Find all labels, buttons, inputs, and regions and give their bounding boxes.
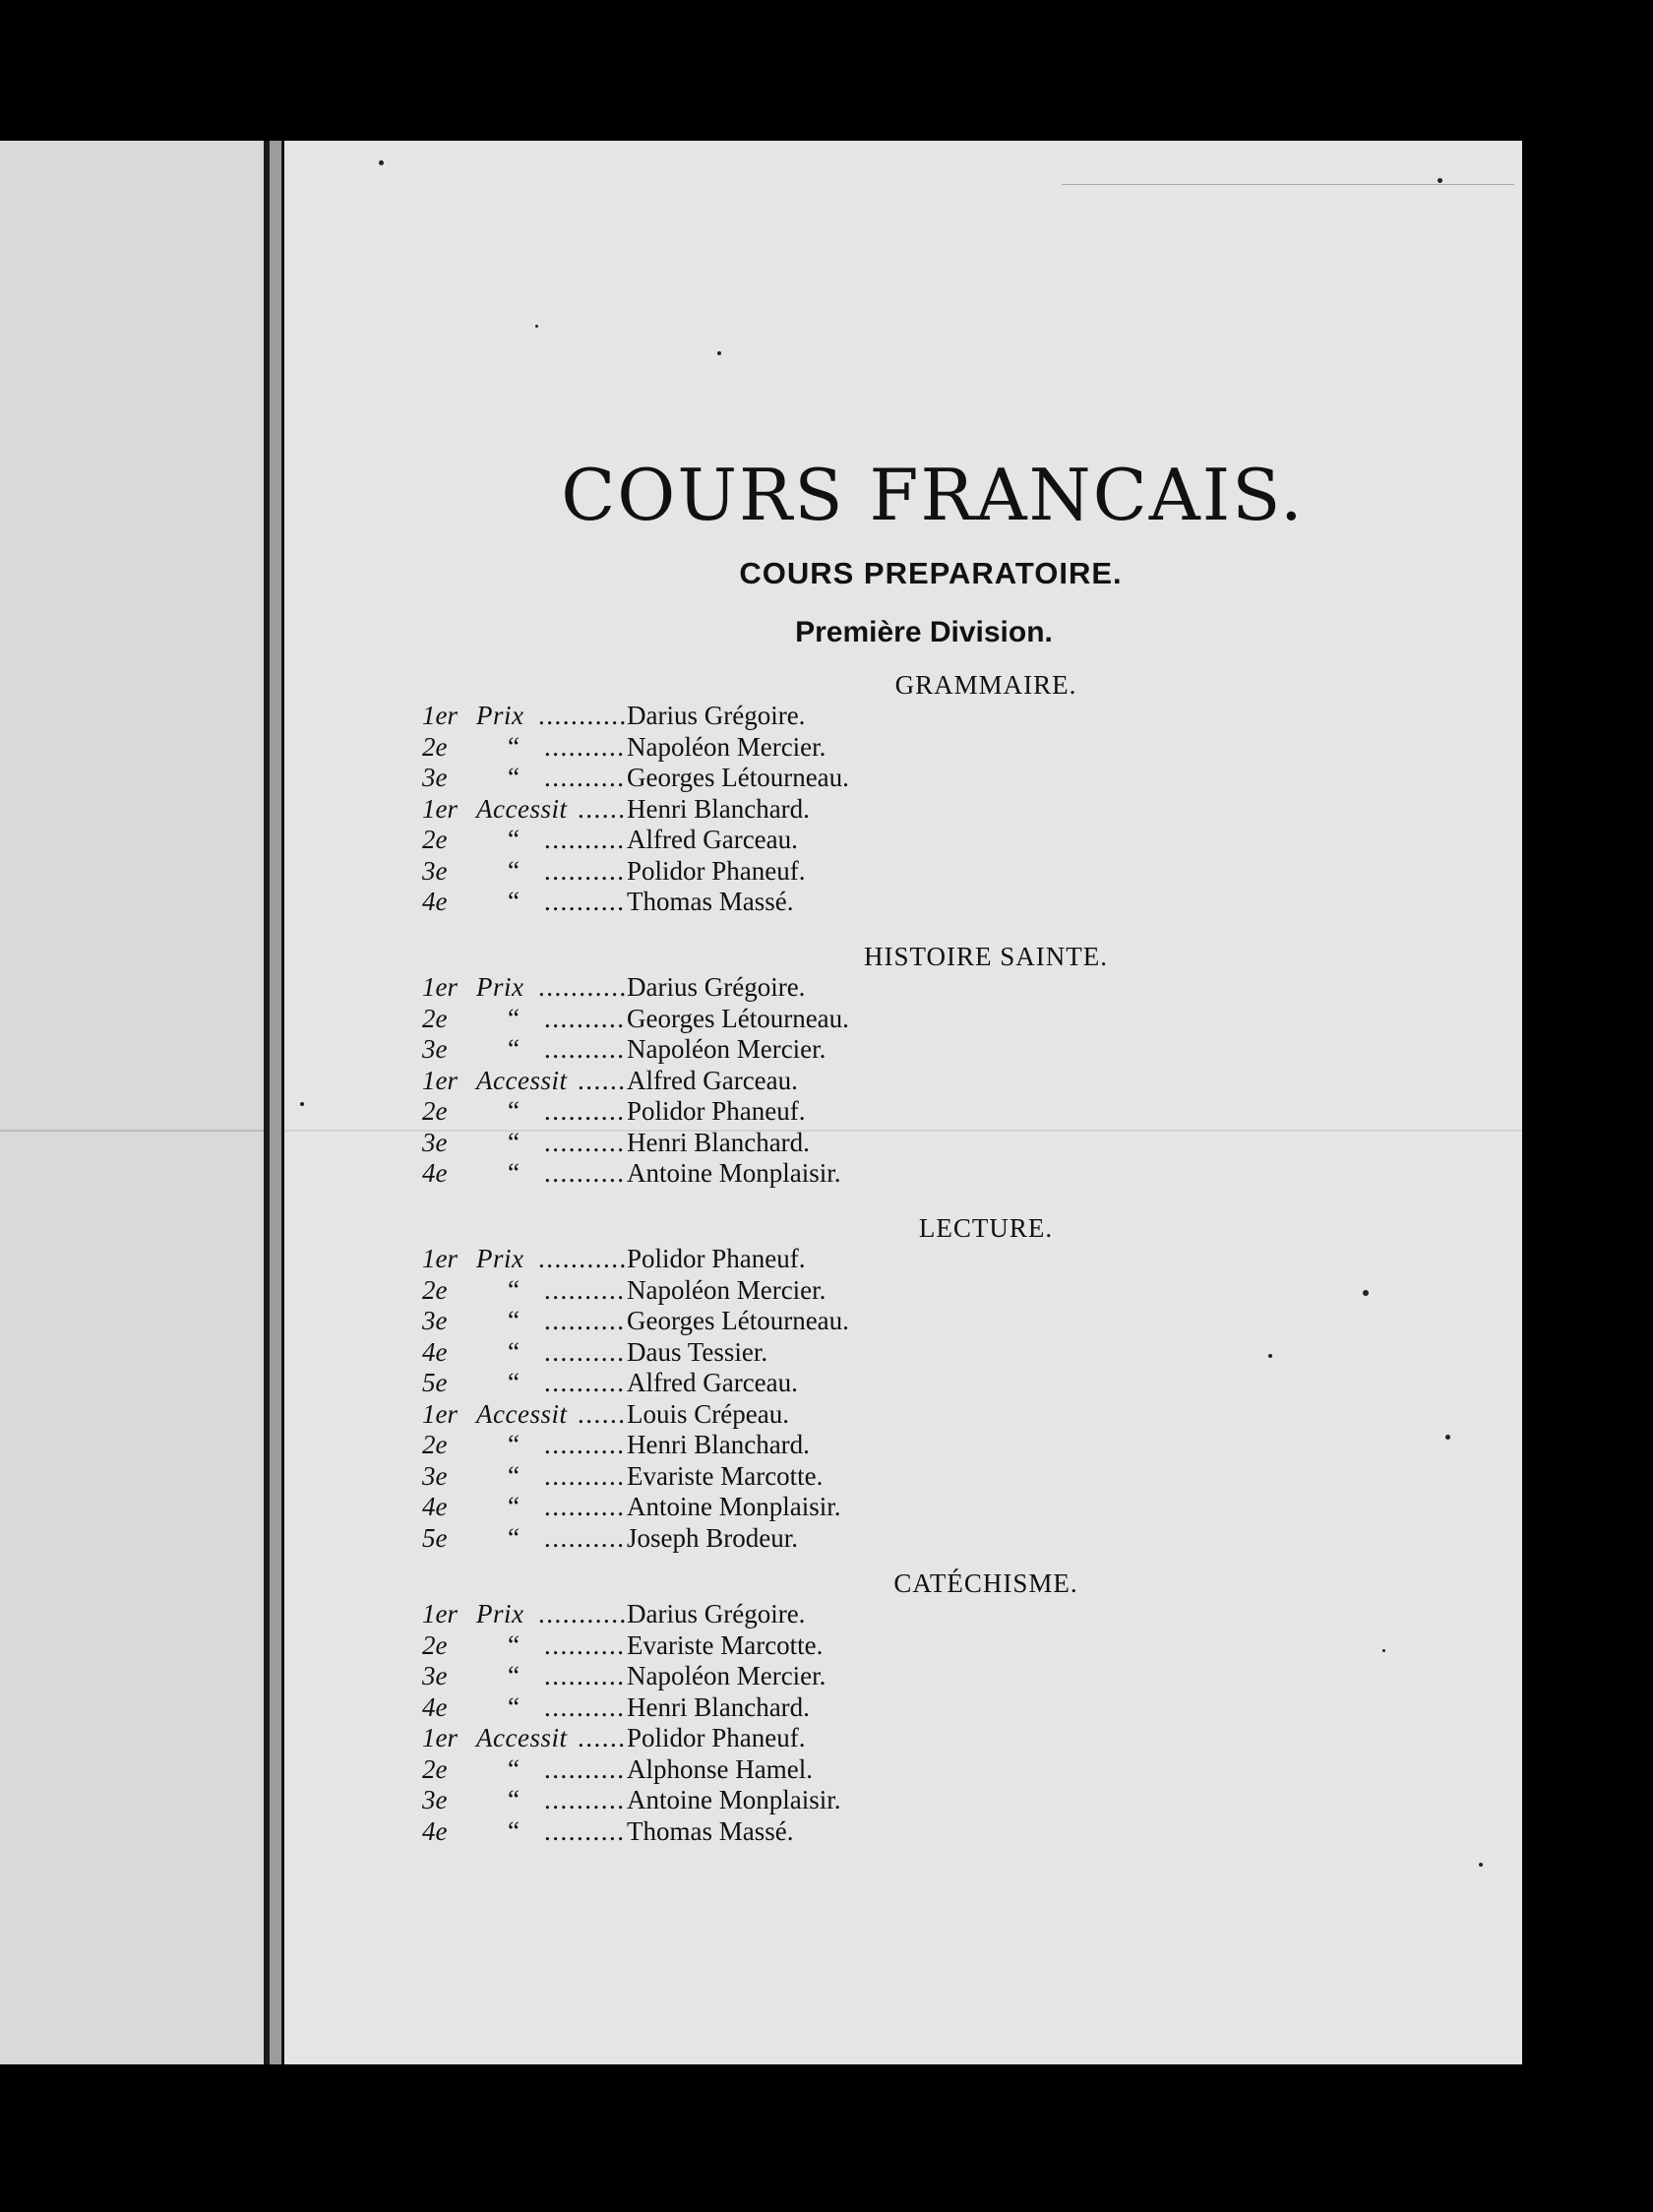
- student-name: Thomas Massé.: [627, 887, 794, 916]
- page-content: [284, 141, 1522, 2064]
- student-name: Henri Blanchard.: [627, 793, 810, 824]
- course-subtitle: COURS PREPARATOIRE.: [739, 556, 1123, 590]
- dot-leader: [544, 1306, 627, 1337]
- award-entry: [284, 887, 1522, 918]
- award-entry: [284, 1430, 1522, 1461]
- award-section: [284, 669, 1522, 918]
- dot-leader: [538, 1599, 627, 1630]
- page-title: COURS FRANCAIS.: [561, 454, 1305, 536]
- award-type: Accessit: [476, 1398, 568, 1429]
- award-rank: 1er: [422, 1244, 458, 1273]
- award-entry: [284, 1337, 1522, 1369]
- student-name: Polidor Phaneuf.: [627, 1244, 806, 1273]
- dot-leader: [544, 825, 627, 856]
- award-entry: [284, 825, 1522, 856]
- dot-leader: [544, 1158, 627, 1190]
- section-title: HISTOIRE SAINTE.: [864, 942, 1108, 971]
- award-entry: [284, 1523, 1522, 1555]
- ditto-mark: “: [508, 855, 520, 886]
- paper-speck: [300, 1102, 304, 1106]
- award-rank: 2e: [422, 1753, 448, 1784]
- student-name: Joseph Brodeur.: [627, 1522, 798, 1553]
- award-rank: 3e: [422, 1306, 448, 1335]
- award-rank: 1er: [422, 1599, 458, 1628]
- section-title: GRAMMAIRE.: [894, 670, 1077, 700]
- award-entry: [284, 1461, 1522, 1493]
- dot-leader: [538, 701, 627, 732]
- award-rank: 4e: [422, 1815, 448, 1846]
- paper-speck: [1363, 1290, 1369, 1296]
- award-rank: 2e: [422, 825, 448, 854]
- award-rank: 2e: [422, 1629, 448, 1660]
- award-entry: [284, 1630, 1522, 1662]
- award-entry: [284, 1158, 1522, 1190]
- student-name: Alfred Garceau.: [627, 1368, 798, 1397]
- ditto-mark: “: [508, 1430, 520, 1459]
- division-heading: Première Division.: [795, 616, 1053, 648]
- student-name: Daus Tessier.: [627, 1336, 768, 1367]
- paper-speck: [379, 160, 384, 165]
- dot-leader: [544, 1275, 627, 1307]
- award-entry: [284, 1661, 1522, 1692]
- ditto-mark: “: [508, 1691, 520, 1722]
- award-list: [284, 1244, 1522, 1554]
- award-entry: [284, 794, 1522, 826]
- paper-speck: [1479, 1863, 1483, 1867]
- student-name: Alphonse Hamel.: [627, 1753, 813, 1784]
- student-name: Napoléon Mercier.: [627, 1034, 826, 1064]
- ditto-mark: “: [508, 1753, 520, 1784]
- award-list: [284, 1599, 1522, 1847]
- paper-speck: [1438, 178, 1442, 183]
- award-rank: 3e: [422, 1127, 448, 1157]
- award-section: [284, 941, 1522, 1190]
- award-type: Prix: [476, 972, 524, 1002]
- dot-leader: [544, 1661, 627, 1692]
- award-rank: 4e: [422, 1691, 448, 1722]
- student-name: Darius Grégoire.: [627, 972, 806, 1002]
- dot-leader: [578, 1399, 627, 1431]
- award-entry: [284, 1244, 1522, 1275]
- award-rank: 4e: [422, 1492, 448, 1521]
- student-name: Darius Grégoire.: [627, 1599, 806, 1628]
- dot-leader: [578, 1066, 627, 1097]
- student-name: Polidor Phaneuf.: [627, 1096, 806, 1126]
- award-rank: 1er: [422, 793, 458, 824]
- ditto-mark: “: [508, 1034, 520, 1064]
- student-name: Antoine Monplaisir.: [627, 1492, 841, 1521]
- dot-leader: [544, 1034, 627, 1066]
- ditto-mark: “: [508, 1003, 520, 1033]
- award-entry: [284, 1785, 1522, 1816]
- award-entry: [284, 1096, 1522, 1128]
- ditto-mark: “: [508, 825, 520, 854]
- ditto-mark: “: [508, 1661, 520, 1690]
- student-name: Alfred Garceau.: [627, 1065, 798, 1095]
- student-name: Henri Blanchard.: [627, 1691, 810, 1722]
- ditto-mark: “: [508, 1368, 520, 1397]
- award-rank: 5e: [422, 1522, 448, 1553]
- award-rank: 3e: [422, 855, 448, 886]
- ditto-mark: “: [508, 1158, 520, 1188]
- award-entry: [284, 1399, 1522, 1431]
- award-type: Accessit: [476, 1065, 568, 1095]
- award-entry: [284, 1066, 1522, 1097]
- dot-leader: [544, 1492, 627, 1523]
- award-rank: 1er: [422, 972, 458, 1002]
- dot-leader: [544, 1128, 627, 1159]
- document-page: [281, 141, 1522, 2064]
- award-entry: [284, 972, 1522, 1004]
- dot-leader: [538, 1244, 627, 1275]
- ditto-mark: “: [508, 887, 520, 916]
- award-rank: 3e: [422, 1785, 448, 1814]
- award-rank: 1er: [422, 1398, 458, 1429]
- award-type: Prix: [476, 701, 524, 730]
- award-rank: 2e: [422, 731, 448, 762]
- paper-speck: [717, 351, 721, 355]
- dot-leader: [578, 1723, 627, 1754]
- award-entry: [284, 1816, 1522, 1848]
- award-rank: 1er: [422, 1723, 458, 1752]
- page-fold: [0, 1130, 264, 1132]
- award-rank: 5e: [422, 1368, 448, 1397]
- award-entry: [284, 1368, 1522, 1399]
- award-type: Prix: [476, 1599, 524, 1628]
- award-list: [284, 972, 1522, 1190]
- ditto-mark: “: [508, 1785, 520, 1814]
- student-name: Napoléon Mercier.: [627, 1274, 826, 1305]
- student-name: Louis Crépeau.: [627, 1398, 789, 1429]
- dot-leader: [544, 732, 627, 764]
- award-entry: [284, 1275, 1522, 1307]
- award-entry: [284, 856, 1522, 888]
- award-entry: [284, 763, 1522, 794]
- ditto-mark: “: [508, 1815, 520, 1846]
- dot-leader: [544, 1096, 627, 1128]
- award-type: Prix: [476, 1244, 524, 1273]
- award-rank: 2e: [422, 1430, 448, 1459]
- paper-speck: [535, 325, 538, 328]
- award-entry: [284, 1754, 1522, 1786]
- ditto-mark: “: [508, 763, 520, 792]
- dot-leader: [544, 1816, 627, 1848]
- ditto-mark: “: [508, 1522, 520, 1553]
- student-name: Antoine Monplaisir.: [627, 1785, 841, 1814]
- student-name: Henri Blanchard.: [627, 1127, 810, 1157]
- student-name: Napoléon Mercier.: [627, 1661, 826, 1690]
- award-section: [284, 1567, 1522, 1847]
- award-rank: 1er: [422, 701, 458, 730]
- dot-leader: [544, 1785, 627, 1816]
- dot-leader: [544, 887, 627, 918]
- paper-speck: [1268, 1354, 1272, 1358]
- award-rank: 3e: [422, 1661, 448, 1690]
- award-list: [284, 701, 1522, 918]
- award-rank: 4e: [422, 1336, 448, 1367]
- ditto-mark: “: [508, 1306, 520, 1335]
- section-title: LECTURE.: [918, 1213, 1054, 1243]
- ditto-mark: “: [508, 1336, 520, 1367]
- award-entry: [284, 732, 1522, 764]
- ditto-mark: “: [508, 731, 520, 762]
- student-name: Antoine Monplaisir.: [627, 1158, 841, 1188]
- student-name: Polidor Phaneuf.: [627, 1723, 806, 1752]
- award-entry: [284, 1004, 1522, 1035]
- award-entry: [284, 701, 1522, 732]
- award-rank: 3e: [422, 1034, 448, 1064]
- dot-leader: [544, 1754, 627, 1786]
- award-section: [284, 1212, 1522, 1554]
- student-name: Thomas Massé.: [627, 1815, 794, 1846]
- dot-leader: [544, 1523, 627, 1555]
- award-type: Accessit: [476, 1723, 568, 1752]
- student-name: Georges Létourneau.: [627, 763, 849, 792]
- award-entry: [284, 1492, 1522, 1523]
- student-name: Henri Blanchard.: [627, 1430, 810, 1459]
- dot-leader: [544, 856, 627, 888]
- left-page-margin: [0, 141, 270, 2064]
- award-entry: [284, 1128, 1522, 1159]
- award-rank: 3e: [422, 763, 448, 792]
- ditto-mark: “: [508, 1274, 520, 1305]
- paper-speck: [1445, 1435, 1450, 1440]
- student-name: Polidor Phaneuf.: [627, 855, 806, 886]
- dot-leader: [578, 794, 627, 826]
- award-rank: 4e: [422, 887, 448, 916]
- ditto-mark: “: [508, 1127, 520, 1157]
- award-entry: [284, 1599, 1522, 1630]
- dot-leader: [544, 1630, 627, 1662]
- dot-leader: [544, 763, 627, 794]
- award-rank: 2e: [422, 1096, 448, 1126]
- award-entry: [284, 1692, 1522, 1724]
- student-name: Darius Grégoire.: [627, 701, 806, 730]
- ditto-mark: “: [508, 1492, 520, 1521]
- award-rank: 4e: [422, 1158, 448, 1188]
- award-rank: 1er: [422, 1065, 458, 1095]
- dot-leader: [544, 1430, 627, 1461]
- student-name: Napoléon Mercier.: [627, 731, 826, 762]
- dot-leader: [544, 1368, 627, 1399]
- dot-leader: [538, 972, 627, 1004]
- award-entry: [284, 1723, 1522, 1754]
- ditto-mark: “: [508, 1460, 520, 1491]
- student-name: Georges Létourneau.: [627, 1306, 849, 1335]
- paper-speck: [1382, 1649, 1385, 1652]
- ditto-mark: “: [508, 1096, 520, 1126]
- section-title: CATÉCHISME.: [893, 1568, 1078, 1598]
- award-entry: [284, 1034, 1522, 1066]
- dot-leader: [544, 1461, 627, 1493]
- award-type: Accessit: [476, 793, 568, 824]
- student-name: Alfred Garceau.: [627, 825, 798, 854]
- student-name: Evariste Marcotte.: [627, 1629, 824, 1660]
- dot-leader: [544, 1337, 627, 1369]
- award-entry: [284, 1306, 1522, 1337]
- award-rank: 2e: [422, 1003, 448, 1033]
- dot-leader: [544, 1004, 627, 1035]
- student-name: Georges Létourneau.: [627, 1003, 849, 1033]
- dot-leader: [544, 1692, 627, 1724]
- student-name: Evariste Marcotte.: [627, 1460, 824, 1491]
- book-spine: [270, 141, 281, 2064]
- award-rank: 3e: [422, 1460, 448, 1491]
- award-rank: 2e: [422, 1274, 448, 1305]
- ditto-mark: “: [508, 1629, 520, 1660]
